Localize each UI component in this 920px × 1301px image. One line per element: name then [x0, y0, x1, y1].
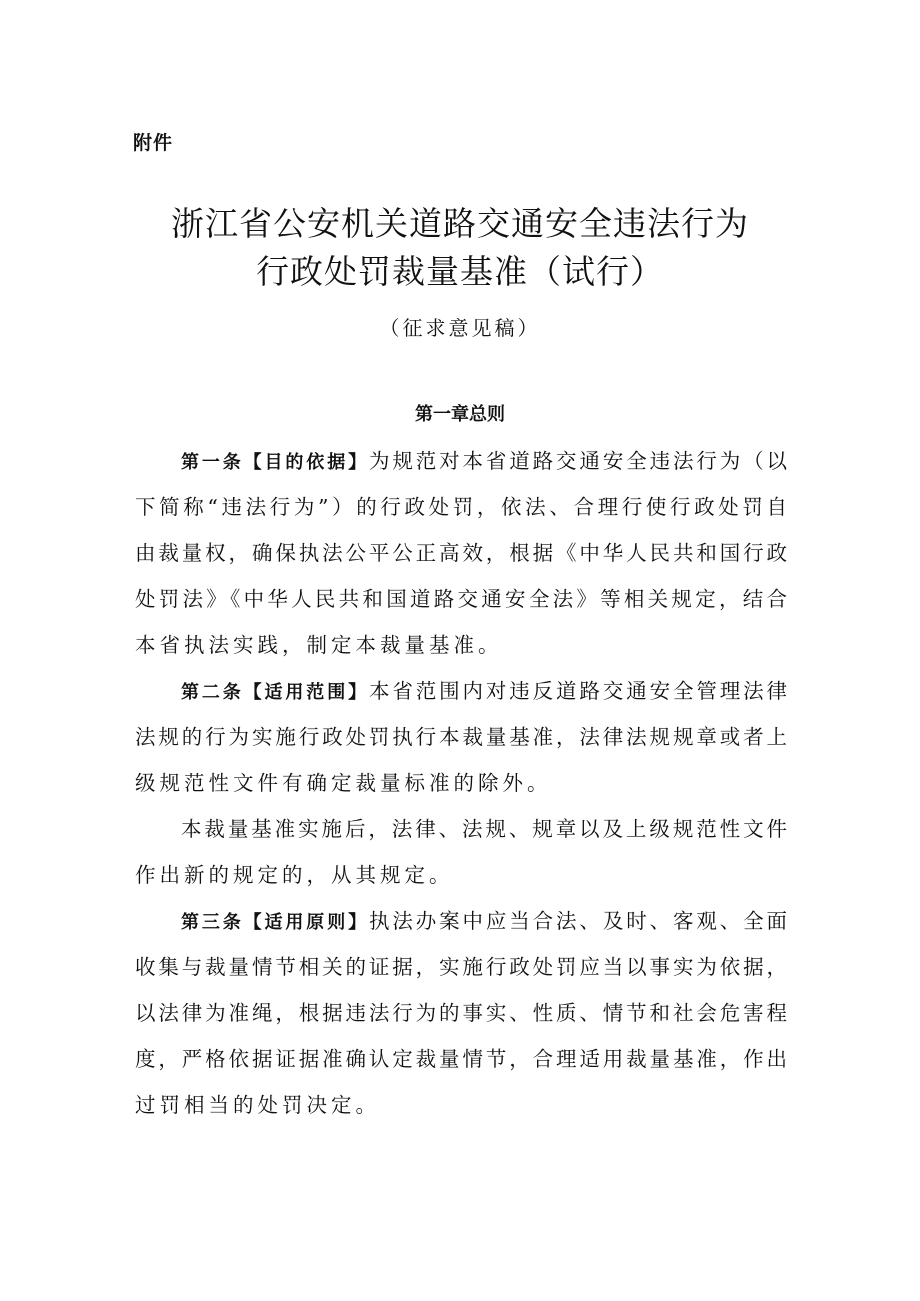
- article-1-line-4: 处罚法》《中华人民共和国道路交通安全法》等相关规定，结合: [135, 587, 787, 611]
- article-1-line-2: 下简称“违法行为”）的行政处罚，依法、合理行使行政处罚自: [135, 495, 787, 519]
- article-1-heading: 第一条【目的依据】: [181, 452, 369, 473]
- chapter-heading: 第一章总则: [415, 404, 505, 425]
- article-3-line-4: 度，严格依据证据准确认定裁量情节，合理适用裁量基准，作出: [135, 1047, 787, 1071]
- attachment-label: 附件: [133, 132, 174, 154]
- document-title-line-2: 行政处罚裁量基准（试行）: [256, 252, 664, 291]
- article-3-line-5: 过罚相当的处罚决定。: [135, 1093, 380, 1117]
- article-3-line-2: 收集与裁量情节相关的证据，实施行政处罚应当以事实为依据，: [135, 955, 787, 979]
- article-1-line-5: 本省执法实践，制定本裁量基准。: [135, 633, 503, 657]
- article-1-line-3: 由裁量权，确保执法公平公正高效，根据《中华人民共和国行政: [135, 541, 787, 565]
- article-3-line-1: [181, 906, 787, 936]
- article-2-line-2: 法规的行为实施行政处罚执行本裁量基准，法律法规规章或者上: [135, 725, 787, 749]
- article-2-line-1: [181, 676, 787, 706]
- document-subtitle: （征求意见稿）: [379, 316, 541, 340]
- article-2-para-2-line-1: 本裁量基准实施后，法律、法规、规章以及上级规范性文件: [181, 817, 787, 841]
- article-2-para-2-line-2: 作出新的规定的，从其规定。: [135, 863, 454, 887]
- article-2-line-3: 级规范性文件有确定裁量标准的除外。: [135, 771, 552, 795]
- article-2-text-1: 本省范围内对违反道路交通安全管理法律: [368, 679, 788, 703]
- article-3-line-3: 以法律为准绳，根据违法行为的事实、性质、情节和社会危害程: [135, 1001, 787, 1025]
- article-2-heading: 第二条【适用范围】: [181, 682, 369, 703]
- article-3-text-1: 执法办案中应当合法、及时、客观、全面: [368, 909, 788, 933]
- article-1-text-1: 为规范对本省道路交通安全违法行为（以: [368, 449, 788, 473]
- document-title-line-1: 浙江省公安机关道路交通安全违法行为: [171, 204, 749, 243]
- article-3-heading: 第三条【适用原则】: [181, 912, 369, 933]
- article-1-line-1: [181, 446, 787, 476]
